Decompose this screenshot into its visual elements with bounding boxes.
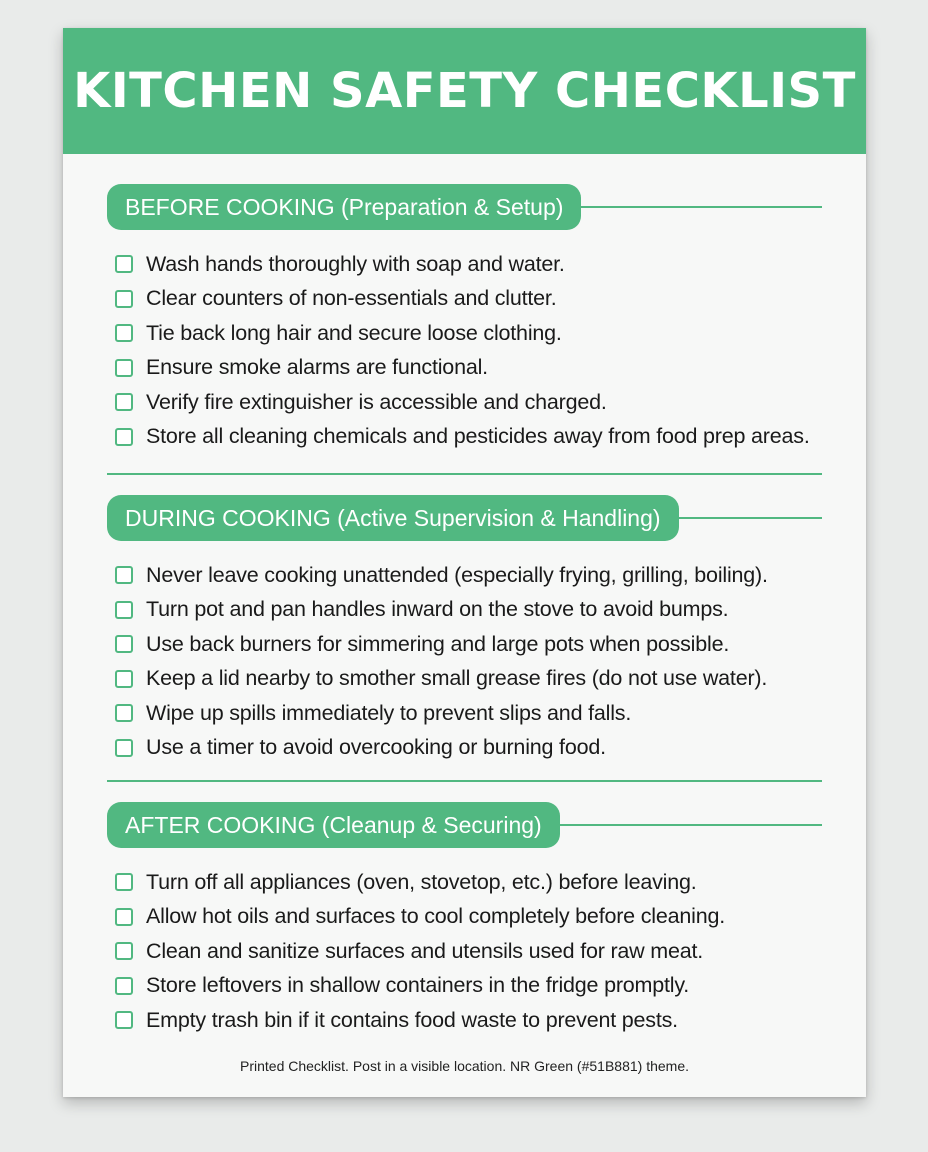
item-label: Clean and sanitize surfaces and utensils used for raw meat. — [146, 938, 704, 963]
section-heading-row — [107, 495, 822, 541]
item-label: Wash hands thoroughly with soap and water. — [146, 251, 565, 276]
checklist-item[interactable] — [115, 969, 725, 1004]
section-heading-row — [107, 184, 822, 230]
checklist-item[interactable] — [115, 593, 768, 628]
item-label: Keep a lid nearby to smother small grease fires (do not use water). — [146, 666, 768, 691]
item-label: Store leftovers in shallow containers in the fridge promptly. — [146, 973, 690, 998]
checklist-item[interactable] — [115, 696, 768, 731]
checkbox[interactable] — [115, 393, 133, 411]
checklist-item[interactable] — [115, 934, 725, 969]
checklist-item[interactable] — [115, 558, 768, 593]
checklist-items — [115, 865, 725, 1038]
checklist-item[interactable] — [115, 627, 768, 662]
item-label: Store all cleaning chemicals and pesticides away from food prep areas. — [146, 424, 810, 449]
checklist-item[interactable] — [115, 1003, 725, 1038]
checkbox[interactable] — [115, 977, 133, 995]
checklist-item[interactable] — [115, 420, 810, 455]
checkbox[interactable] — [115, 704, 133, 722]
checklist-items — [115, 558, 768, 765]
item-label: Allow hot oils and surfaces to cool completely before cleaning. — [146, 904, 725, 929]
checkbox[interactable] — [115, 908, 133, 926]
checklist-item[interactable] — [115, 282, 810, 317]
checkbox[interactable] — [115, 1011, 133, 1029]
checklist-item[interactable] — [115, 351, 810, 386]
item-label: Turn pot and pan handles inward on the stove to avoid bumps. — [146, 597, 729, 622]
checklist-item[interactable] — [115, 865, 725, 900]
checkbox[interactable] — [115, 601, 133, 619]
checklist-item[interactable] — [115, 900, 725, 935]
checkbox[interactable] — [115, 670, 133, 688]
checkbox[interactable] — [115, 635, 133, 653]
checkbox[interactable] — [115, 873, 133, 891]
item-label: Use a timer to avoid overcooking or burning food. — [146, 735, 606, 760]
item-label: Tie back long hair and secure loose clothing. — [146, 320, 562, 345]
item-label: Use back burners for simmering and large pots when possible. — [146, 631, 730, 656]
section-divider — [107, 473, 822, 475]
section-divider — [107, 780, 822, 782]
section-heading-row — [107, 802, 822, 848]
checkbox[interactable] — [115, 566, 133, 584]
checkbox[interactable] — [115, 739, 133, 757]
checkbox[interactable] — [115, 324, 133, 342]
checklist-item[interactable] — [115, 385, 810, 420]
checklist-item[interactable] — [115, 247, 810, 282]
checkbox[interactable] — [115, 428, 133, 446]
footer-note: Printed Checklist. Post in a visible location. NR Green (#51B881) theme. — [240, 1058, 689, 1074]
checkbox[interactable] — [115, 290, 133, 308]
checklist-item[interactable] — [115, 316, 810, 351]
item-label: Never leave cooking unattended (especially frying, grilling, boiling). — [146, 562, 768, 587]
item-label: Turn off all appliances (oven, stovetop, etc.) before leaving. — [146, 869, 697, 894]
item-label: Wipe up spills immediately to prevent slips and falls. — [146, 700, 632, 725]
section-heading: BEFORE COOKING (Preparation & Setup) — [107, 184, 581, 230]
item-label: Verify fire extinguisher is accessible and charged. — [146, 389, 607, 414]
checklist-item[interactable] — [115, 662, 768, 697]
item-label: Clear counters of non-essentials and clutter. — [146, 286, 557, 311]
checkbox[interactable] — [115, 359, 133, 377]
checklist-sheet — [63, 28, 866, 1097]
title-banner — [63, 28, 866, 154]
item-label: Ensure smoke alarms are functional. — [146, 355, 488, 380]
checklist-item[interactable] — [115, 731, 768, 766]
page-title: KITCHEN SAFETY CHECKLIST — [73, 63, 856, 119]
checkbox[interactable] — [115, 255, 133, 273]
section-heading: AFTER COOKING (Cleanup & Securing) — [107, 802, 560, 848]
section-heading: DURING COOKING (Active Supervision & Handling) — [107, 495, 679, 541]
item-label: Empty trash bin if it contains food waste to prevent pests. — [146, 1007, 678, 1032]
checklist-items — [115, 247, 810, 454]
checkbox[interactable] — [115, 942, 133, 960]
